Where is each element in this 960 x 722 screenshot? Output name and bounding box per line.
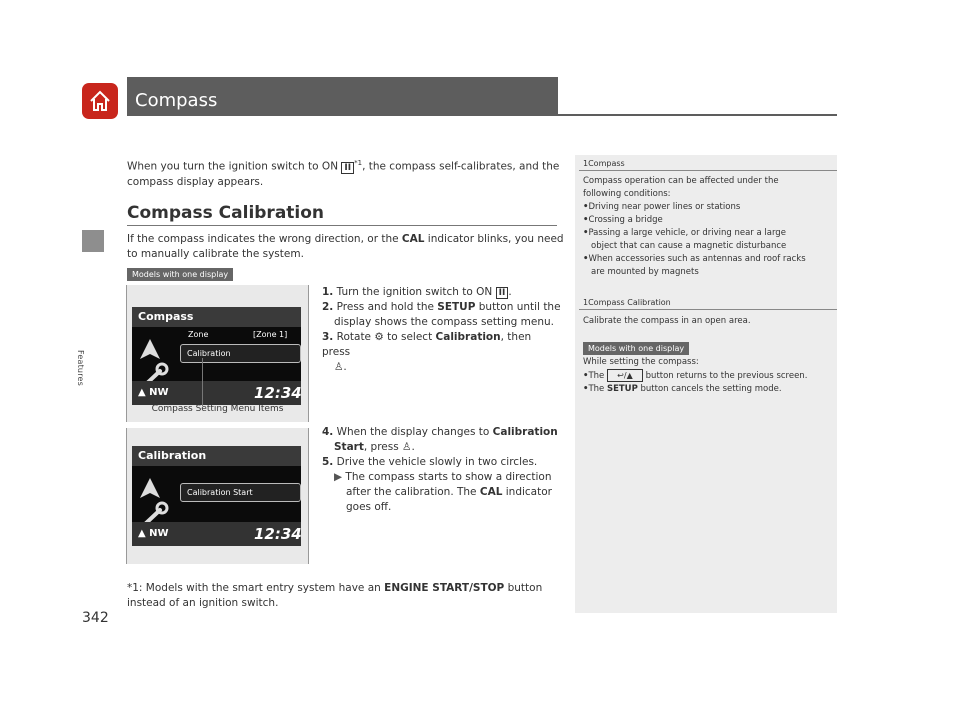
screen-title-bar bbox=[132, 307, 301, 327]
zone-value: [Zone 1] bbox=[253, 330, 288, 339]
note-heading-text: Compass Calibration bbox=[588, 298, 671, 307]
steps-4-5 bbox=[322, 425, 562, 515]
title-rule bbox=[127, 114, 837, 116]
intro-text-2: , the compass self-calibrates, and the bbox=[362, 160, 560, 173]
step-text: Turn the ignition switch to ON bbox=[336, 286, 496, 298]
page-title-bar bbox=[127, 77, 558, 115]
step-2 bbox=[322, 300, 562, 330]
zone-label: Zone bbox=[188, 330, 209, 339]
note-text: While setting the compass: bbox=[583, 357, 699, 367]
step-text: Press and hold the bbox=[336, 301, 438, 313]
status-bar bbox=[132, 381, 301, 405]
step-text: . bbox=[508, 286, 512, 298]
ignition-key-label: II bbox=[496, 287, 509, 299]
screen-title: Compass bbox=[138, 310, 194, 323]
intro-text-3: compass display appears. bbox=[127, 175, 264, 188]
footnote-text: instead of an ignition switch. bbox=[127, 597, 279, 609]
page-number: 342 bbox=[82, 610, 109, 626]
note-1-heading bbox=[583, 159, 625, 168]
result-text: indicator bbox=[502, 486, 552, 498]
note-rule bbox=[579, 170, 837, 171]
result-text: after the calibration. The bbox=[346, 486, 480, 498]
step-number: 4. bbox=[322, 426, 334, 438]
note-rule bbox=[579, 309, 837, 310]
menu-item-label: Calibration bbox=[187, 349, 231, 358]
section-heading: Compass Calibration bbox=[127, 203, 325, 223]
footnote bbox=[127, 581, 567, 611]
status-bar bbox=[132, 522, 301, 546]
section-intro-text: If the compass indicates the wrong direction, or the bbox=[127, 233, 402, 245]
back-button-icon: ↩/▲ bbox=[607, 369, 643, 382]
note-bullet: •The SETUP button cancels the setting mode. bbox=[583, 384, 782, 394]
intro-paragraph bbox=[127, 156, 567, 190]
step-number: 5. bbox=[322, 456, 334, 468]
step-text: Drive the vehicle slowly in two circles. bbox=[336, 456, 538, 468]
calibration-screen bbox=[132, 446, 301, 546]
section-intro-text-2: indicator blinks, you need bbox=[424, 233, 564, 245]
note-bullet: •Passing a large vehicle, or driving near a large bbox=[583, 228, 786, 238]
intro-text: When you turn the ignition switch to ON bbox=[127, 160, 342, 173]
heading-readout: ▲ NW bbox=[138, 387, 169, 398]
clock-readout: 12:34 bbox=[254, 384, 302, 402]
note-2-body bbox=[583, 356, 837, 396]
note-2-heading bbox=[583, 298, 671, 307]
step-result bbox=[322, 470, 562, 515]
note-bullet: •The ↩/▲ button returns to the previous screen. bbox=[583, 371, 808, 381]
result-text: The compass starts to show a direction bbox=[345, 471, 552, 483]
side-label: Features bbox=[76, 350, 85, 386]
step-text: Rotate bbox=[336, 331, 375, 343]
ignition-key-label: II bbox=[341, 162, 354, 174]
step-3: 3. Rotate ⚙ to select Calibration, then press ♙. bbox=[322, 331, 532, 373]
compass-screen bbox=[132, 307, 301, 405]
calibration-label: Calibration bbox=[492, 426, 558, 438]
models-tag: Models with one display bbox=[583, 342, 689, 355]
note-icon: 1 bbox=[583, 159, 589, 168]
step-text: When the display changes to bbox=[336, 426, 493, 438]
press-knob-icon: ♙ bbox=[334, 361, 344, 373]
result-arrow-icon: ▶ bbox=[334, 471, 343, 483]
figure-caption: Compass Setting Menu Items bbox=[151, 404, 284, 414]
calibration-start-item[interactable] bbox=[180, 483, 301, 502]
note-icon: 1 bbox=[583, 298, 589, 307]
engine-button-label: ENGINE START/STOP bbox=[384, 582, 505, 594]
press-knob-icon: ♙ bbox=[402, 441, 412, 453]
step-number: 2. bbox=[322, 301, 334, 313]
note-text: Compass operation can be affected under the bbox=[583, 176, 779, 186]
calibration-label: Calibration bbox=[435, 331, 501, 343]
section-rule bbox=[127, 225, 557, 226]
note-text: object that can cause a magnetic disturbance bbox=[591, 241, 787, 251]
footnote-text: *1: Models with the smart entry system have an bbox=[127, 582, 385, 594]
compass-menu-figure bbox=[126, 285, 309, 422]
note-bullet: •Crossing a bridge bbox=[583, 215, 663, 225]
section-intro bbox=[127, 232, 567, 262]
steps-1-3 bbox=[322, 285, 562, 375]
step-number: 1. bbox=[322, 286, 334, 298]
step-number: 3. bbox=[322, 331, 334, 343]
home-icon[interactable] bbox=[82, 83, 118, 119]
section-intro-text-3: to manually calibrate the system. bbox=[127, 248, 304, 260]
step-text: , press bbox=[363, 441, 399, 453]
calibration-menu-item[interactable] bbox=[180, 344, 301, 363]
clock-readout: 12:34 bbox=[254, 525, 302, 543]
note-text: are mounted by magnets bbox=[591, 267, 699, 277]
selector-knob-icon: ⚙ bbox=[374, 331, 384, 343]
step-text: , then press bbox=[322, 331, 532, 358]
cal-indicator-label: CAL bbox=[479, 486, 503, 498]
setup-label: SETUP bbox=[437, 301, 476, 313]
cal-indicator-label: CAL bbox=[401, 233, 425, 245]
footnote-ref: *1 bbox=[354, 159, 363, 167]
note-text: Calibrate the compass in an open area. bbox=[583, 316, 751, 326]
step-1 bbox=[322, 285, 562, 300]
note-bullet: •When accessories such as antennas and roof racks bbox=[583, 254, 806, 264]
section-tab bbox=[82, 230, 104, 252]
note-1-body bbox=[583, 175, 833, 279]
screen-title-bar bbox=[132, 446, 301, 466]
footnote-text: button bbox=[504, 582, 543, 594]
step-text: display shows the compass setting menu. bbox=[334, 316, 555, 328]
heading-readout: ▲ NW bbox=[138, 528, 169, 539]
callout-line bbox=[202, 358, 203, 406]
menu-item-label: Calibration Start bbox=[187, 488, 253, 497]
sidebar-notes bbox=[575, 155, 837, 613]
start-label: Start bbox=[334, 441, 364, 453]
note-heading-text: Compass bbox=[588, 159, 625, 168]
step-text: to select bbox=[383, 331, 436, 343]
heading-label: NW bbox=[149, 387, 169, 398]
result-text: goes off. bbox=[346, 501, 392, 513]
screen-title: Calibration bbox=[138, 449, 207, 462]
models-tag: Models with one display bbox=[127, 268, 233, 281]
note-bullet: •Driving near power lines or stations bbox=[583, 202, 741, 212]
heading-label: NW bbox=[149, 528, 169, 539]
note-text: following conditions: bbox=[583, 189, 671, 199]
step-text: button until the bbox=[475, 301, 561, 313]
step-4: 4. When the display changes to Calibration Start, press ♙. bbox=[322, 426, 558, 453]
zone-row bbox=[183, 330, 301, 342]
step-5 bbox=[322, 455, 562, 470]
page-title: Compass bbox=[135, 90, 218, 111]
calibration-start-figure bbox=[126, 428, 309, 564]
